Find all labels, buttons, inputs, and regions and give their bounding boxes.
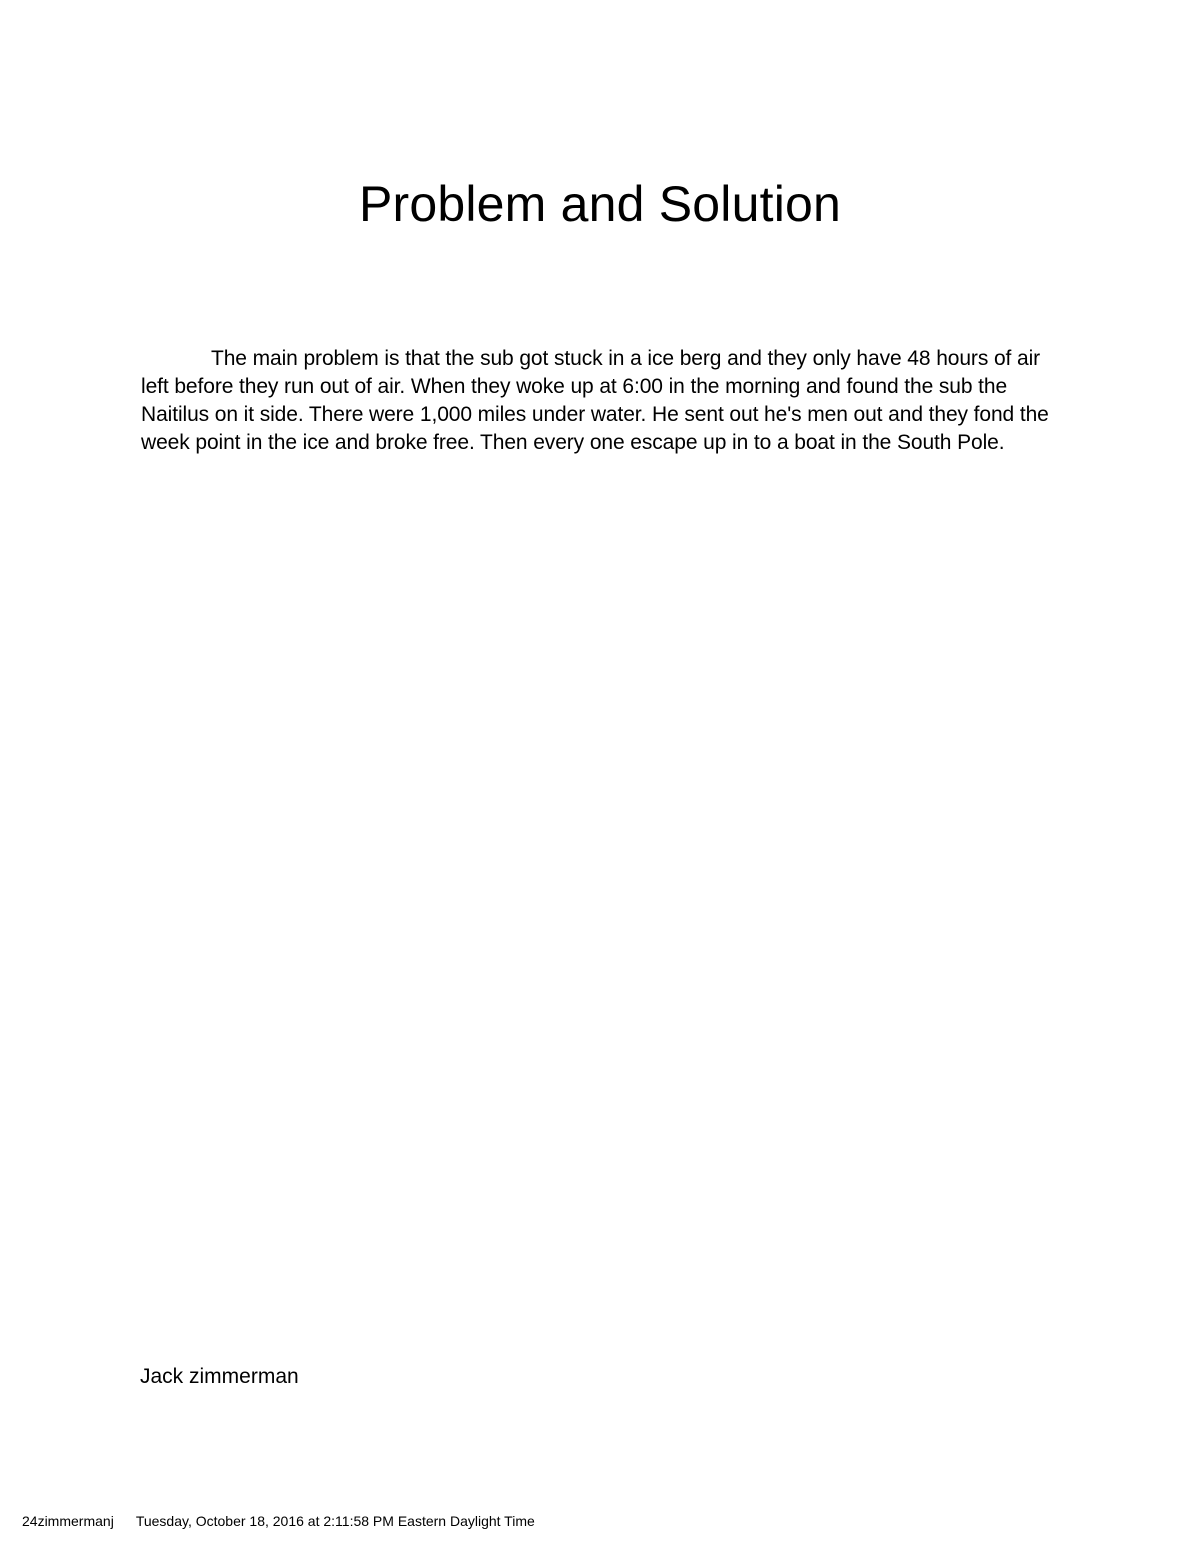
footer-timestamp: Tuesday, October 18, 2016 at 2:11:58 PM Eastern Daylight Time — [135, 1513, 535, 1529]
body-paragraph: The main problem is that the sub got stuck in a ice berg and they only have 48 hours of air left before they run out of air. When they woke up at 6:00 in the morning and found the sub the Naitilus on it side. There were 1,000 miles under water. He sent out he's men out and they fond the week point in the ice and broke free. Then every one escape up in to a boat in the South Pole. — [141, 347, 1049, 454]
page-title: Problem and Solution — [358, 176, 842, 232]
author-name: Jack zimmerman — [140, 1365, 299, 1388]
print-footer — [22, 1511, 535, 1531]
footer-username: 24zimmermanj — [22, 1513, 114, 1529]
